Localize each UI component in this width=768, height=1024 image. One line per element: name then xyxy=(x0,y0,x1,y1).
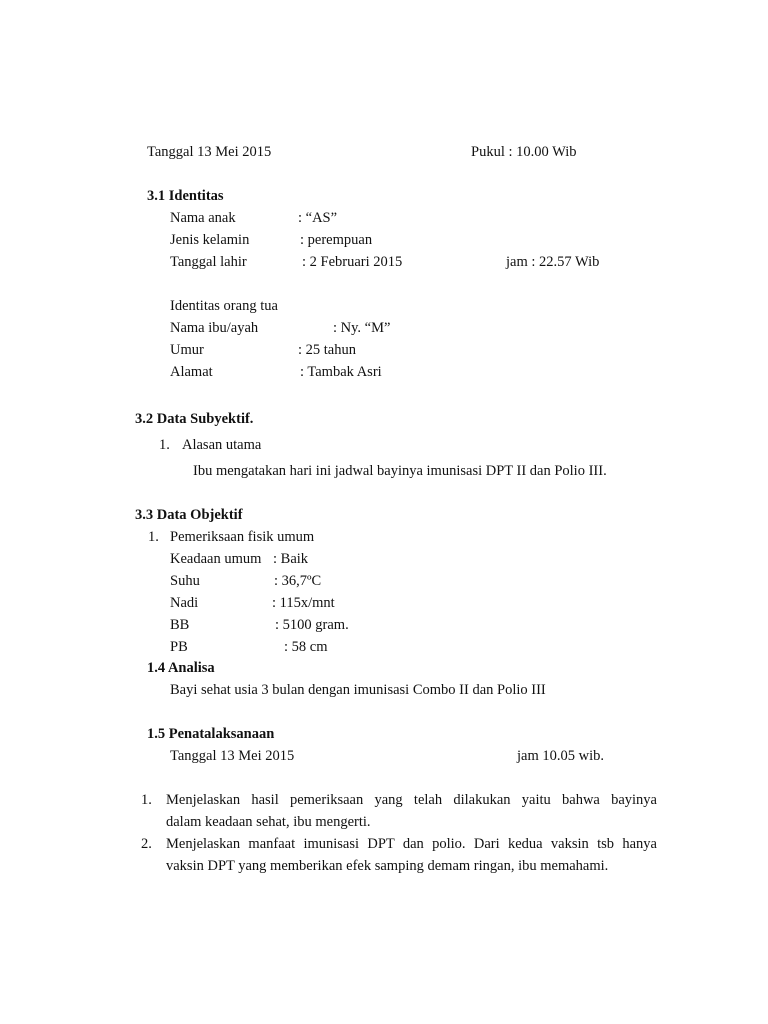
list-item-text-line: Menjelaskan manfaat imunisasi DPT dan polio. Dari kedua vaksin tsb hanya xyxy=(166,836,657,852)
field-label-alamat: Alamat xyxy=(170,364,213,380)
list-item-label-pemeriksaan: Pemeriksaan fisik umum xyxy=(170,529,315,545)
subheading-identitas-orang-tua: Identitas orang tua xyxy=(170,298,278,314)
list-item-text-line: vaksin DPT yang memberikan efek samping demam ringan, ibu memahami. xyxy=(166,858,609,874)
penatalaksanaan-date: Tanggal 13 Mei 2015 xyxy=(170,748,295,764)
field-value-alamat: : Tambak Asri xyxy=(300,364,382,380)
field-value-pb: : 58 cm xyxy=(284,639,328,655)
field-label-nadi: Nadi xyxy=(170,595,199,611)
list-item-text-line: Menjelaskan hasil pemeriksaan yang telah dilakukan yaitu bahwa bayinya xyxy=(166,792,657,808)
field-value-suhu: : 36,7ºC xyxy=(274,573,322,589)
document-date: Tanggal 13 Mei 2015 xyxy=(147,144,272,160)
section-heading-identitas: 3.1 Identitas xyxy=(147,188,224,204)
document-time: Pukul : 10.00 Wib xyxy=(471,144,577,160)
field-label-suhu: Suhu xyxy=(170,573,200,589)
field-label-nama-ibu-ayah: Nama ibu/ayah xyxy=(170,320,259,336)
field-value-umur: : 25 tahun xyxy=(298,342,356,358)
field-value-keadaan-umum: : Baik xyxy=(273,551,309,567)
field-value-bb: : 5100 gram. xyxy=(275,617,349,633)
section-heading-analisa: 1.4 Analisa xyxy=(147,660,215,676)
field-value-jam-lahir: jam : 22.57 Wib xyxy=(506,254,600,270)
field-value-nama-anak: : “AS” xyxy=(298,210,338,226)
field-value-nadi: : 115x/mnt xyxy=(272,595,335,611)
field-label-keadaan-umum: Keadaan umum xyxy=(170,551,262,567)
section-heading-data-subyektif: 3.2 Data Subyektif. xyxy=(135,411,254,427)
list-item-label-alasan-utama: Alasan utama xyxy=(182,437,262,453)
field-label-umur: Umur xyxy=(170,342,204,358)
list-number: 1. xyxy=(159,437,170,453)
field-value-nama-ibu-ayah: : Ny. “M” xyxy=(333,320,391,336)
field-label-jenis-kelamin: Jenis kelamin xyxy=(170,232,250,248)
field-label-nama-anak: Nama anak xyxy=(170,210,236,226)
paragraph-alasan-utama: Ibu mengatakan hari ini jadwal bayinya imunisasi DPT II dan Polio III. xyxy=(193,463,607,479)
field-label-pb: PB xyxy=(170,639,188,655)
list-item-text-line: dalam keadaan sehat, ibu mengerti. xyxy=(166,814,371,830)
list-number: 1. xyxy=(141,792,152,808)
paragraph-analisa: Bayi sehat usia 3 bulan dengan imunisasi Combo II dan Polio III xyxy=(170,682,546,698)
section-heading-data-objektif: 3.3 Data Objektif xyxy=(135,507,243,523)
section-heading-penatalaksanaan: 1.5 Penatalaksanaan xyxy=(147,726,275,742)
penatalaksanaan-time: jam 10.05 wib. xyxy=(517,748,604,764)
list-number: 2. xyxy=(141,836,152,852)
field-value-jenis-kelamin: : perempuan xyxy=(300,232,373,248)
field-label-tanggal-lahir: Tanggal lahir xyxy=(170,254,247,270)
field-label-bb: BB xyxy=(170,617,190,633)
list-number: 1. xyxy=(148,529,159,545)
field-value-tanggal-lahir: : 2 Februari 2015 xyxy=(302,254,403,270)
